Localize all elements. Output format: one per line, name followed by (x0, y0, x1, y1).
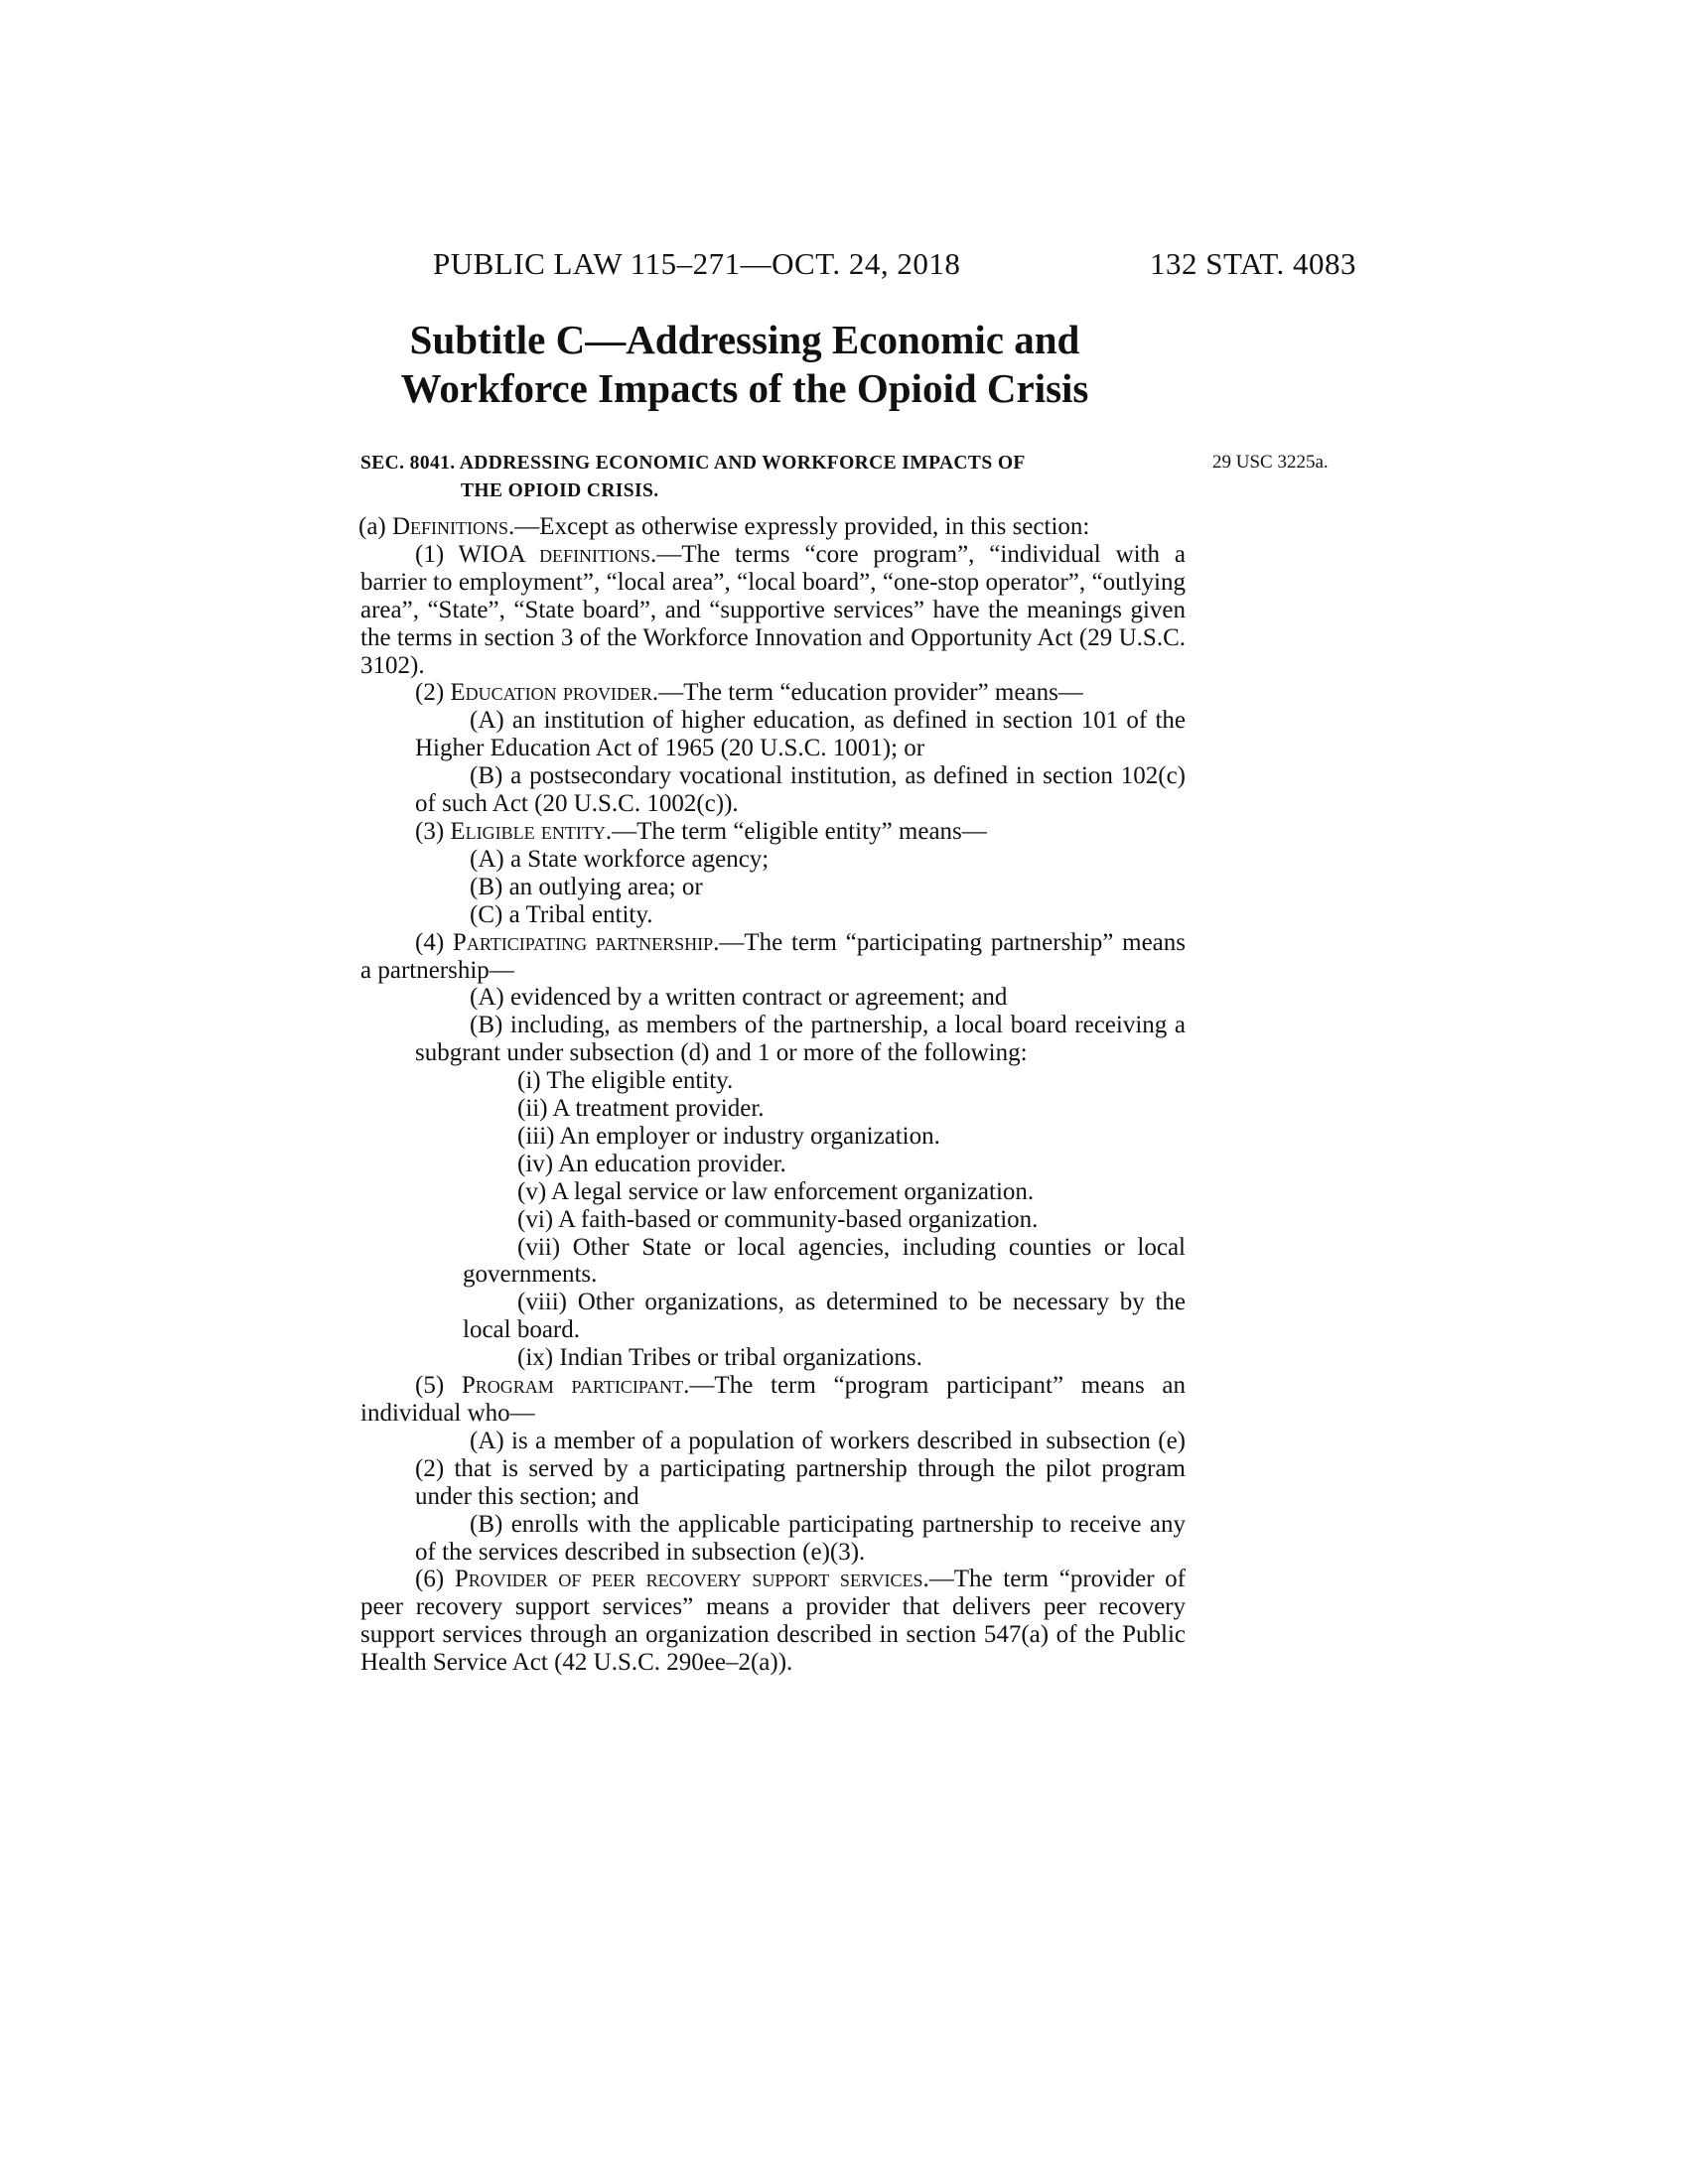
paragraph-1-heading: definitions. (539, 540, 657, 568)
subtitle-line-2: Workforce Impacts of the Opioid Crisis (400, 365, 1089, 411)
paragraph-6-text: —The term “provider of peer recovery support services” means a provider that delivers peer recovery support services through an organization described in section 547(a) of the Public Health Service Act (42 U.S.C. 290ee–2(a)). (360, 1566, 1187, 1677)
paragraph-1 (304, 541, 1186, 680)
subtitle-line-1: Subtitle C—Addressing Economic and (409, 317, 1080, 362)
section-heading-line-1: SEC. 8041. ADDRESSING ECONOMIC AND WORKFORCE IMPACTS OF (360, 453, 1026, 474)
section-heading-line-2: THE OPIOID CRISIS. (461, 480, 659, 501)
paragraph-6 (304, 1566, 1186, 1677)
paragraph-4-heading: Participating partnership. (452, 928, 720, 956)
paragraph-a-heading: Definitions. (392, 513, 515, 540)
subparagraph-4-B: (B) including, as members of the partnership, a local board receiving a subgrant under subsection (d) and 1 or more of the following: (415, 1012, 1186, 1067)
paragraph-4 (304, 929, 1186, 985)
subparagraph-3-A: (A) a State workforce agency; (470, 845, 770, 873)
clause-4-v: (v) A legal service or law enforcement organization. (517, 1177, 1035, 1205)
paragraph-2-number: (2) (415, 679, 451, 707)
subparagraph-5-A: (A) is a member of a population of workers described in subsection (e)(2) that is served by a participating partnership through the pilot program under this section; and (415, 1427, 1186, 1510)
paragraph-6-heading: Provider of peer recovery support services. (454, 1566, 929, 1593)
paragraph-3-number: (3) (415, 817, 451, 845)
paragraph-a-number: (a) (358, 513, 392, 540)
clause-4-vii: (vii) Other State or local agencies, including counties or local governments. (463, 1233, 1186, 1289)
paragraph-a (304, 513, 1186, 541)
clause-4-viii: (viii) Other organizations, as determined to be necessary by the local board. (463, 1289, 1186, 1344)
subparagraph-2-B: (B) a postsecondary vocational institution, as defined in section 102(c) of such Act (20 U.S.C. 1002(c)). (415, 762, 1186, 818)
subparagraph-3-B: (B) an outlying area; or (470, 873, 703, 900)
paragraph-4-number: (4) (415, 928, 453, 956)
paragraph-3-text: —The term “eligible entity” means— (612, 817, 987, 845)
clause-4-ii: (ii) A treatment provider. (517, 1095, 765, 1123)
paragraph-4-text: —The term “participating partnership” means a partnership— (360, 928, 1187, 984)
clause-4-vi: (vi) A faith-based or community-based organization. (517, 1205, 1039, 1233)
subparagraph-5-B: (B) enrolls with the applicable participating partnership to receive any of the services described in subsection (e)(3). (415, 1510, 1186, 1566)
margin-citation: 29 USC 3225a. (1212, 452, 1329, 473)
paragraph-2 (304, 679, 1186, 707)
paragraph-1-text: —The terms “core program”, “individual with a barrier to employment”, “local area”, “local board”, “one-stop operator”, “outlying area”, “State”, “State board”, and “supportive services” have the meanings given the terms in section 3 of the Workforce Innovation and Opportunity Act (29 U.S.C. 3102). (360, 540, 1186, 679)
section-heading (304, 450, 1026, 505)
subparagraph-4-A: (A) evidenced by a written contract or agreement; and (470, 984, 1008, 1012)
paragraph-a-text: —Except as otherwise expressly provided, in this section: (514, 513, 1090, 540)
paragraph-6-number: (6) (415, 1566, 455, 1593)
paragraph-3-heading: Eligible entity. (450, 817, 613, 845)
section-body (304, 513, 1186, 1677)
subparagraph-2-A: (A) an institution of higher education, as defined in section 101 of the Higher Education Act of 1965 (20 U.S.C. 1001); or (415, 707, 1186, 762)
subparagraph-3-C: (C) a Tribal entity. (470, 900, 653, 928)
subtitle-heading (298, 316, 1192, 413)
paragraph-3 (304, 818, 1186, 846)
paragraph-2-heading: Education provider. (450, 679, 659, 707)
paragraph-5-heading: Program participant. (461, 1372, 690, 1400)
paragraph-5 (304, 1372, 1186, 1428)
clause-4-iii: (iii) An employer or industry organization. (517, 1122, 940, 1150)
running-header-page-number: 132 STAT. 4083 (1150, 246, 1357, 281)
paragraph-2-text: —The term “education provider” means— (658, 679, 1083, 707)
paragraph-5-text: —The term “program participant” means an individual who— (360, 1372, 1186, 1427)
paragraph-1-number: (1) WIOA (415, 540, 540, 568)
clause-4-ix: (ix) Indian Tribes or tribal organizations. (517, 1344, 922, 1372)
running-header-title: PUBLIC LAW 115–271—OCT. 24, 2018 (433, 246, 961, 281)
clause-4-i: (i) The eligible entity. (517, 1067, 734, 1095)
paragraph-5-number: (5) (415, 1372, 462, 1400)
clause-4-iv: (iv) An education provider. (517, 1150, 786, 1177)
